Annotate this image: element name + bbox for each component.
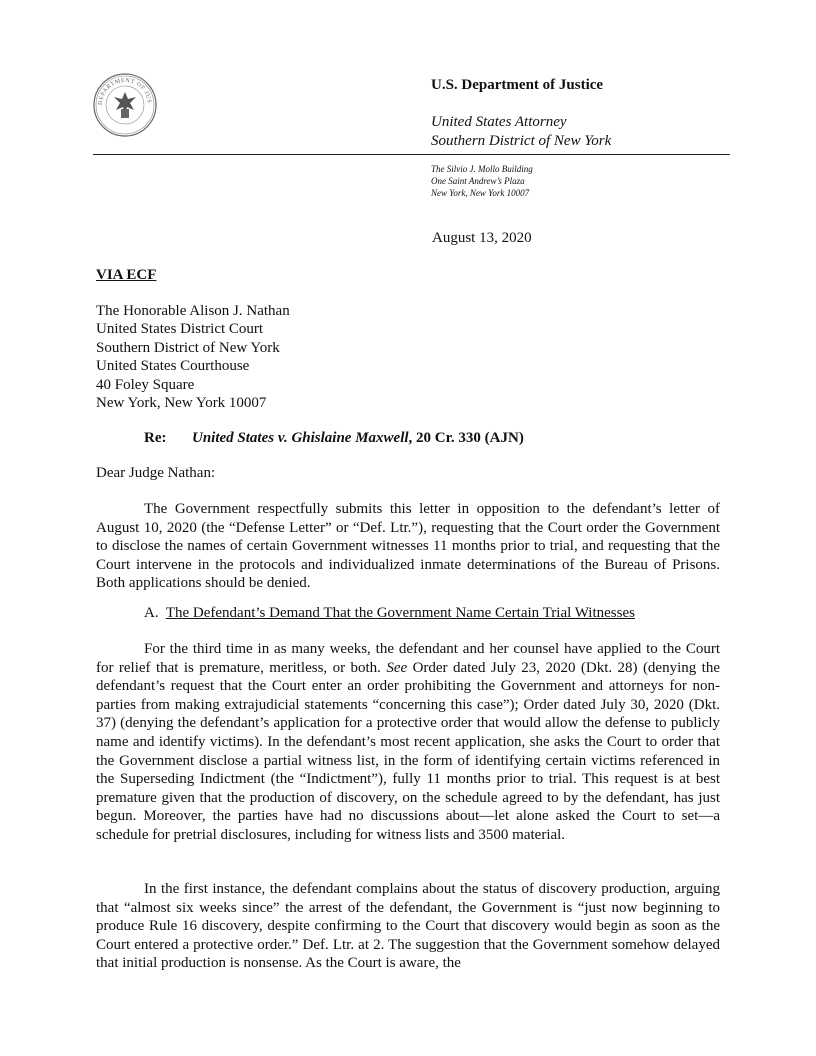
doj-seal-icon <box>92 72 158 138</box>
re-line <box>144 430 524 447</box>
department-name: U.S. Department of Justice <box>431 77 604 93</box>
office-name <box>431 113 611 151</box>
seal-text: DEPARTMENT OF JUS <box>97 77 152 106</box>
re-label: Re: <box>144 430 167 446</box>
body-paragraph-3: In the first instance, the defendant complains about the status of discovery production, arguing that “almost six weeks since” the arrest of the defendant, the Government is “just now beginning to produce Rule 16 discovery, despite confirming to the Court that discovery would begin as soon as the Court entered a protective order.” Def. Ltr. at 2. The suggestion that the Government somehow delayed that initial production is nonsense. As the Court is aware, the <box>96 881 720 972</box>
body-paragraph-2 <box>96 640 720 845</box>
office-line: United States Attorney <box>431 114 567 130</box>
letter-date: August 13, 2020 <box>432 230 532 246</box>
office-address <box>431 163 533 199</box>
address-line: One Saint Andrew’s Plaza <box>431 176 525 186</box>
paragraph-text: Order dated July 23, 2020 (Dkt. 28) (denying the defendant’s request that the Court enter an order prohibiting the Government and attorneys for non-parties from making extrajudicial statements “concerning this case”); Order dated July 30, 2020 (Dkt. 37) (denying the defendant’s application for a protective order that would allow the defense to publicly name and identify victims). In the defendant’s most recent application, she asks the Court to order that the Government disclose a partial witness list, in the form of identifying certain victims referenced in the Superseding Indictment (the “Indictment”), fully 11 months prior to trial. This request is at best premature given that the production of discovery, on the schedule agreed to by the defendant, has just begun. Moreover, the parties have had no discussions about—let alone asked the Court to set—a schedule for pretrial disclosures, including for witness lists and 3500 material. <box>96 659 720 843</box>
address-line: The Silvio J. Mollo Building <box>431 164 533 174</box>
case-number: , 20 Cr. 330 (AJN) <box>408 430 524 446</box>
delivery-method: VIA ECF <box>96 267 157 283</box>
citation-signal: See <box>386 659 408 676</box>
address-line: New York, New York 10007 <box>431 188 530 198</box>
section-label: A. <box>144 605 159 621</box>
addressee-line: 40 Foley Square <box>96 376 195 393</box>
header-divider <box>93 154 730 155</box>
addressee-line: Southern District of New York <box>96 339 280 356</box>
paragraph-text: For the third time in as many weeks, the defendant and her counsel have applied to the Court for relief that is premature, meritless, or both. <box>96 641 720 676</box>
addressee-line: New York, New York 10007 <box>96 395 267 412</box>
addressee-block <box>96 302 290 412</box>
addressee-line: The Honorable Alison J. Nathan <box>96 303 290 319</box>
case-name: United States v. Ghislaine Maxwell <box>192 430 409 446</box>
section-title: The Defendant’s Demand That the Government Name Certain Trial Witnesses <box>165 605 635 621</box>
salutation: Dear Judge Nathan: <box>96 465 216 481</box>
body-paragraph-1: The Government respectfully submits this letter in opposition to the defendant’s letter of August 10, 2020 (the “Defense Letter” or “Def. Ltr.”), requesting that the Court order the Government to disclose the names of certain Government witnesses 11 months prior to trial, and requesting that the Court intervene in the protocols and individualized inmate determinations of the Bureau of Prisons. Both applications should be denied. <box>96 501 720 592</box>
section-heading-a <box>144 605 635 622</box>
addressee-line: United States District Court <box>96 321 264 338</box>
office-line: Southern District of New York <box>431 133 612 149</box>
addressee-line: United States Courthouse <box>96 358 250 375</box>
